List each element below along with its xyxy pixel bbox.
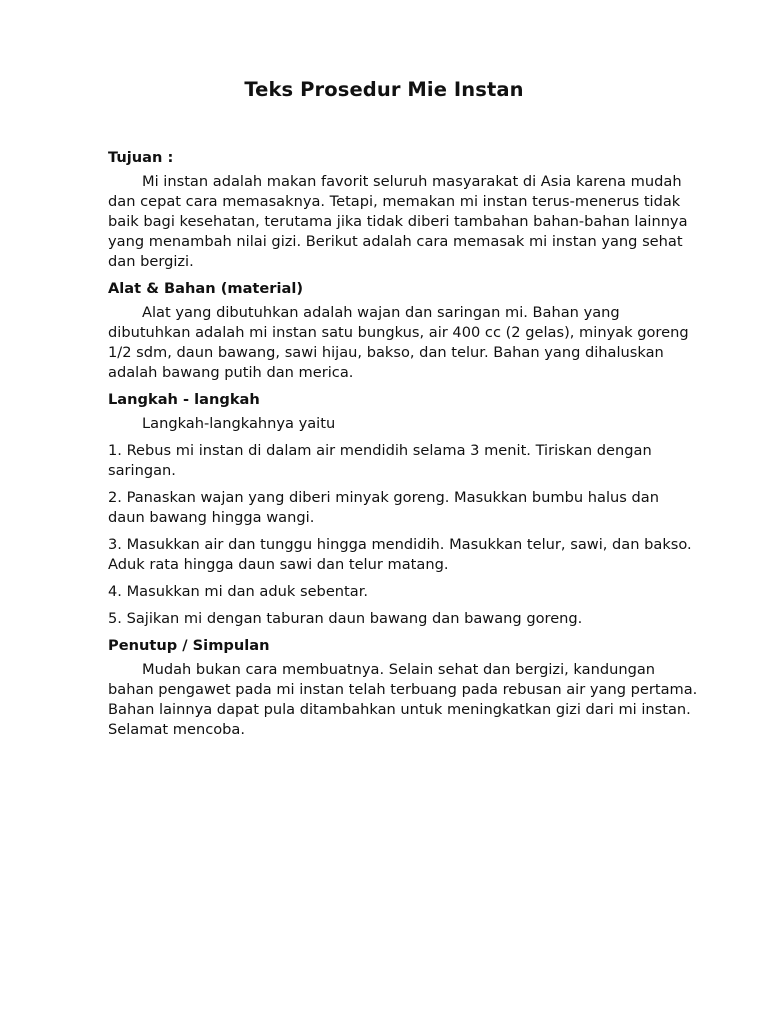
langkah-intro: Langkah-langkahnya yaitu (142, 415, 336, 432)
list-item-step-5: 5. Sajikan mi dengan taburan daun bawang dan bawang goreng. (108, 610, 583, 627)
section-heading-alat-bahan: Alat & Bahan (material) (108, 280, 304, 297)
list-item-step-4: 4. Masukkan mi dan aduk sebentar. (108, 583, 369, 600)
paragraph-alat-bahan: Alat yang dibutuhkan adalah wajan dan saringan mi. Bahan yang dibutuhkan adalah mi instan satu bungkus, air 400 cc (2 gelas), minyak goreng 1/2 sdm, daun bawang, sawi hijau, bakso, dan telur. Bahan yang dihaluskan adalah bawang putih dan merica. (108, 304, 689, 381)
document-title: Teks Prosedur Mie Instan (244, 78, 524, 101)
list-item-step-1: 1. Rebus mi instan di dalam air mendidih selama 3 menit. Tiriskan dengan saringan. (108, 442, 652, 479)
list-item-step-3: 3. Masukkan air dan tunggu hingga mendidih. Masukkan telur, sawi, dan bakso. Aduk rata hingga daun sawi dan telur matang. (108, 536, 692, 573)
paragraph-penutup: Mudah bukan cara membuatnya. Selain sehat dan bergizi, kandungan bahan pengawet pada mi instan telah terbuang pada rebusan air yang pertama. Bahan lainnya dapat pula ditambahkan untuk meningkatkan gizi dari mi instan. Selamat mencoba. (108, 661, 698, 738)
paragraph-tujuan: Mi instan adalah makan favorit seluruh masyarakat di Asia karena mudah dan cepat cara memasaknya. Tetapi, memakan mi instan terus-menerus tidak baik bagi kesehatan, terutama jika tidak diberi tambahan bahan-bahan lainnya yang menambah nilai gizi. Berikut adalah cara memasak mi instan yang sehat dan bergizi. (108, 173, 688, 270)
list-item-step-2: 2. Panaskan wajan yang diberi minyak goreng. Masukkan bumbu halus dan daun bawang hingga wangi. (108, 489, 659, 526)
section-heading-tujuan: Tujuan : (108, 149, 174, 166)
document-body (108, 148, 698, 740)
section-heading-langkah: Langkah - langkah (108, 391, 260, 408)
section-heading-penutup: Penutup / Simpulan (108, 637, 270, 654)
